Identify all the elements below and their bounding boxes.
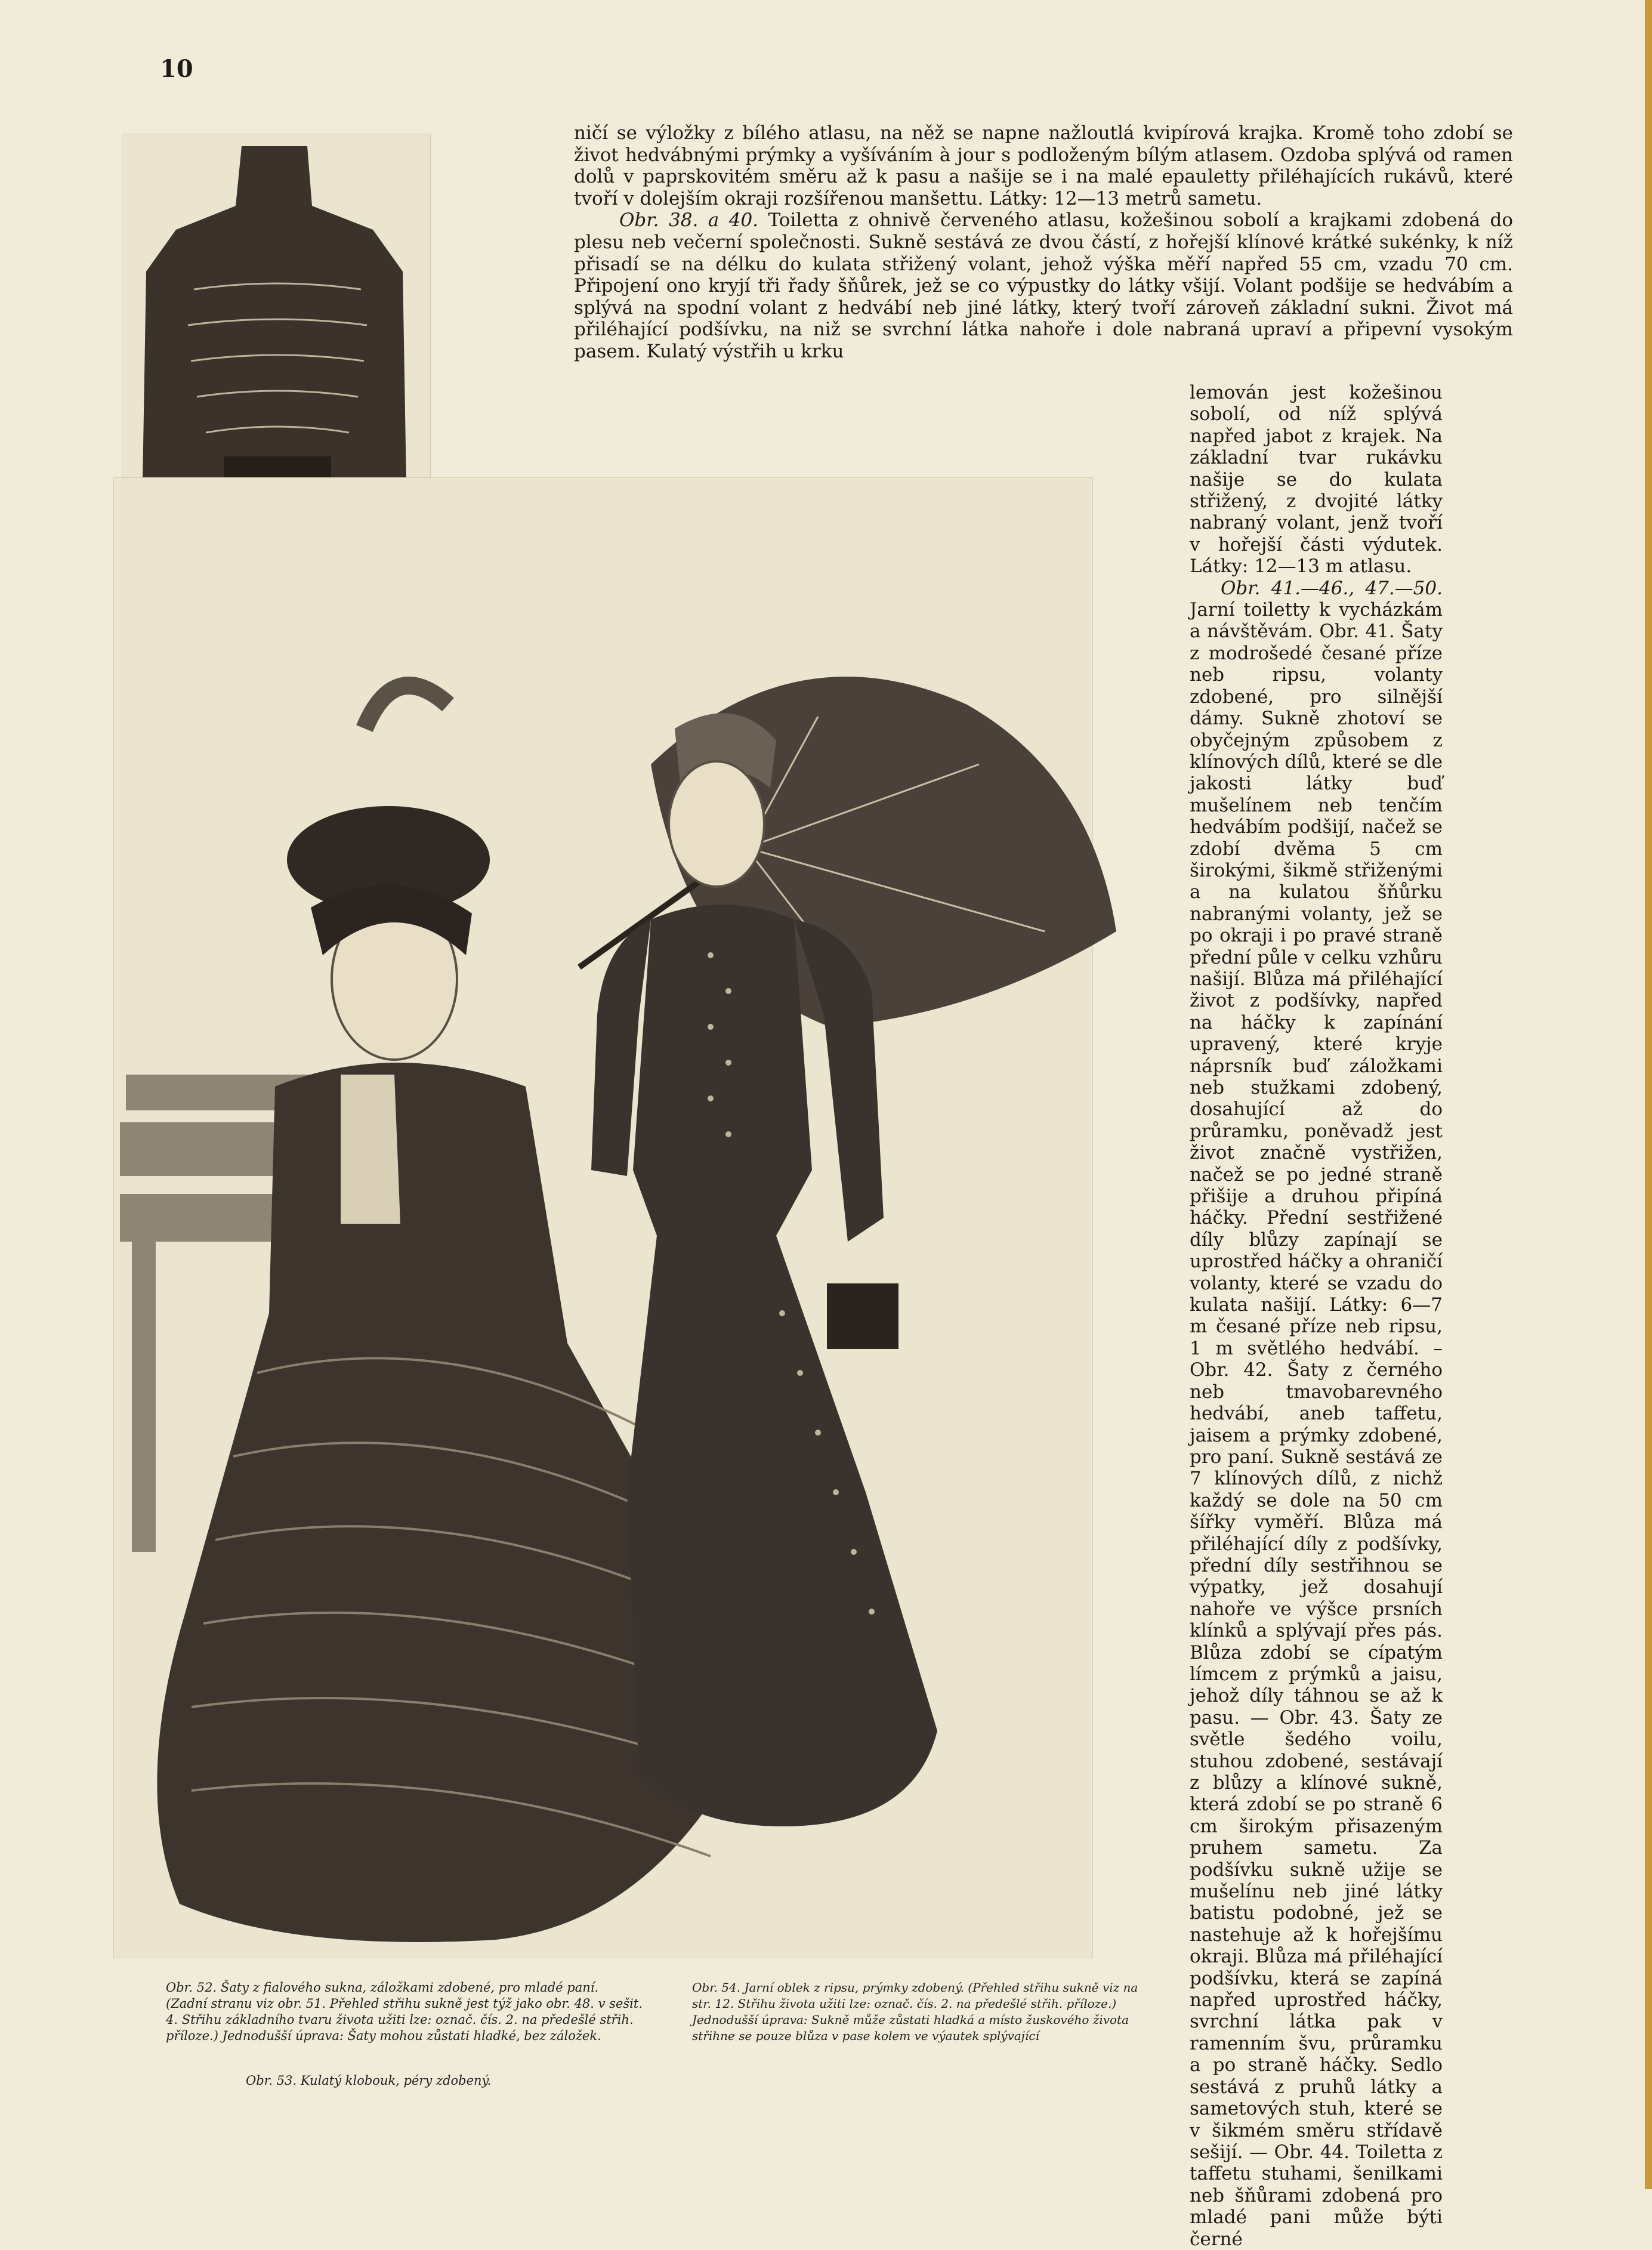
caption-figure-53: Obr. 53. Kulatý klobouk, péry zdobený. [246, 2073, 492, 2088]
fashion-plate-illustration [113, 477, 1093, 1958]
paragraph-2-body: Toiletta z ohnivě červeného atlasu, kožešinou sobolí a krajkami zdobená do plesu neb večerní společnosti. Sukně sestává ze dvou částí, z hořejší klínové krátké sukénky, k níž přisadí se na délku do kulata střižený volant, jehož výška měří napřed 55 cm, vzadu 70 cm. Připojení ono kryjí tři řady šňůrek, jež se co výpustky do látky všijí. Volant podšije se hedvábím a splývá na spodní volant z hedvábí neb jiné látky, který tvoří zároveň základní sukni. Život má přiléhající podšívku, na niž se svrchní látka nahoře i dole nabraná upraví a připevní vysokým pasem. Kulatý výstřih u krku [574, 209, 1514, 362]
caption-figure-54: Obr. 54. Jarní oblek z ripsu, prýmky zdobený. (Přehled střihu sukně viz na str. 12. Střihu života užiti lze: označ. čís. 2. na předešlé střih. příloze.) Jednodušší úprava: Sukně může zůstati hladká a místo žuskového života střihne se pouze blůza v pase kolem ve výautek splývající [692, 1980, 1138, 2043]
figure-reference: Obr. 38. a 40. [619, 209, 759, 232]
paragraph-1: ničí se výložky z bílého atlasu, na něž se napne nažloutlá kvipírová krajka. Kromě toho zdobí se život hedvábnými prýmky a vyšíváním à jour s podloženým bílým atlasem. Ozdoba splývá od ramen dolů v paprskovitém směru až k pasu a našije se i na malé epauletty přiléhajících rukávů, které tvoří v dolejším okraji rozšířenou manšettu. Látky: 12—13 metrů sametu. [574, 122, 1513, 209]
figure-reference: Obr. 41.—46., 47.—50. [1221, 577, 1443, 599]
column-paragraph-1: lemován jest kožešinou sobolí, od níž splývá napřed jabot z krajek. Na základní tvar rukávku našije se do kulata střižený, z dvojité látky nabraný volant, jenž tvoří v hořejší části výdutek. Látky: 12—13 m atlasu. [1190, 382, 1443, 578]
fashion-plate-drawing [114, 478, 1092, 1958]
column-paragraph-2-body: Jarní toiletty k vycházkám a návštěvám. Obr. 41. Šaty z modrošedé česané příze neb ripsu, volanty zdobené, pro silnější dámy. Sukně zhotoví se obyčejným způsobem z klínových dílů, které se dle jakosti látky buď mušelínem neb tenčím hedvábím podšijí, načež se zdobí dvěma 5 cm širokými, šikmě střiženými a na kulatou šňůrku nabranými volanty, jež se po okraji i po pravé straně přední půle v celku vzhůru našijí. Blůza má přiléhající život z podšívky, napřed na háčky k zapínání upravený, které kryje náprsník buď záložkami neb stužkami zdobený, dosahující až do průramku, poněvadž jest život značně vystřižen, načež se po jedné straně přišije a druhou připíná háčky. Přední sestřižené díly blůzy zapínají se uprostřed háčky a ohraničí volanty, které se vzadu do kulata našijí. Látky: 6—7 m česané příze neb ripsu, 1 m světlého hedvábí. – Obr. 42. Šaty z černého neb tmavobarevného hedvábí, aneb taffetu, jaisem a prýmky zdobené, pro paní. Sukně sestává ze 7 klínových dílů, z nichž každý se dole na 50 cm šířky vyměří. Blůza má přiléhající díly z podšívky, přední díly sestřihnou se výpatky, jež dosahují nahoře ve výšce prsních klínků a splývají přes pás. Blůza zdobí se cípatým límcem z prýmků a jaisu, jehož díly táhnou se až k pasu. — Obr. 43. Šaty ze světle šedého voilu, stuhou zdobené, sestávají z blůzy a klínové sukně, která zdobí se po straně 6 cm širokým přisazeným pruhem sametu. Za podšívku sukně užije se mušelínu neb jiné látky batistu podobné, jež se nastehuje až k hořejšímu okraji. Blůza má přiléhající podšívku, která se zapíná napřed uprostřed háčky, svrchní látka pak v ramenním švu, průramku a po straně háčky. Sedlo sestává z pruhů látky a sametových stuh, které se v šikmém směru střídavě sešijí. — Obr. 44. Toiletta z taffetu stuhami, šenilkami neb šňůrami zdobená pro mladé pani může býti černé [1190, 599, 1443, 2250]
paragraph-2 [574, 209, 1513, 362]
right-column-text [1190, 382, 1443, 2250]
top-text-block [574, 122, 1513, 363]
page-number: 10 [160, 55, 193, 83]
binding-edge [1645, 0, 1652, 2189]
caption-figure-52: Obr. 52. Šaty z fialového sukna, záložkami zdobené, pro mladé paní. (Zadní stranu viz obr. 51. Přehled střihu sukně jest týž jako obr. 48. v sešit. 4. Střihu základního tvaru života užiti lze: označ. čís. 2. na předešlé střih. příloze.) Jednodušší úprava: Šaty mohou zůstati hladké, bez záložek. [166, 1980, 643, 2043]
column-paragraph-2 [1190, 578, 1443, 2250]
